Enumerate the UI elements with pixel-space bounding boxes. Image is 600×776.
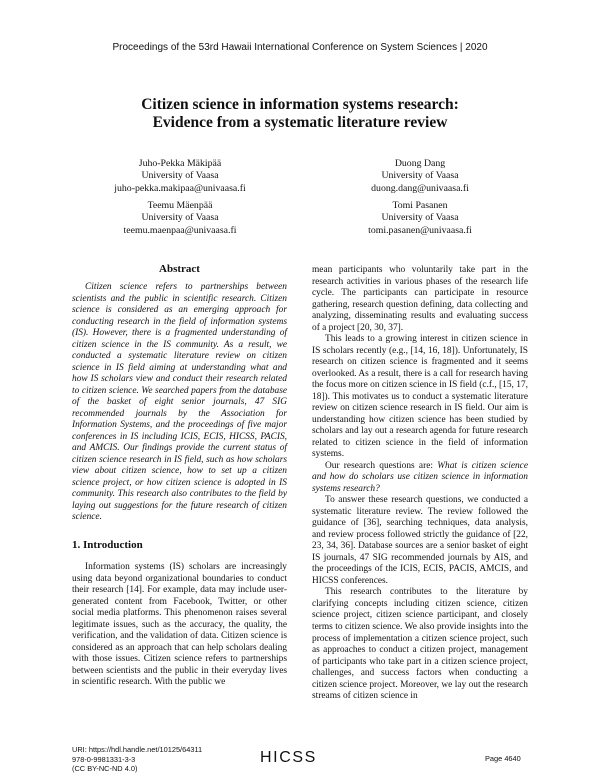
author-affiliation: University of Vaasa [381,212,459,224]
body-paragraph: mean participants who voluntarily take part in the research activities in various phases of the research life cycle. The participants can participate in resource gathering, research question defining, data collecting and analyzing, disseminating results and evaluating success of a project [20, 30, 37]. [312,265,528,333]
footer-license: (CC BY-NC-ND 4.0) [72,764,138,774]
footer-isbn: 978-0-9981331-3-3 [72,754,136,764]
author-name: Juho-Pekka Mäkipää [138,158,222,169]
author-email: tomi.pasanen@univaasa.fi [368,224,472,236]
footer-info [72,745,202,774]
proceedings-header: Proceedings of the 53rd Hawaii International Conference on System Sciences | 2020 [112,42,488,53]
intro-heading: 1. Introduction [72,539,143,551]
paper-title [0,96,600,132]
author-name: Tomi Pasanen [392,200,448,211]
author-block [305,200,535,237]
author-name: Duong Dang [394,158,446,169]
author-name: Teemu Mäenpää [147,200,213,211]
title-line-1: Citizen science in information systems research: [141,96,459,113]
research-questions-text: What is citizen science and how do scholars use citizen science in information systems research? [312,460,528,494]
intro-section [72,562,287,689]
right-column [312,265,528,703]
author-block [65,158,295,195]
author-email: juho-pekka.makipaa@univaasa.fi [114,182,246,194]
author-affiliation: University of Vaasa [141,212,219,224]
page-number: Page 4640 [485,754,521,763]
footer-uri: URI: https://hdl.handle.net/10125/64311 [72,745,203,754]
body-paragraph: This research contributes to the literature by clarifying concepts including citizen science, citizen science project, citizen science participant, and closely terms to citizen science. We also provide insights into the process of implementation a citizen science project, such as approaches to conduct a citizen project, management of participants who take part in a citizen science project, challenges, and success factors when conducting a citizen science project. Moreover, we lay out the research streams of citizen science in [312,587,528,702]
author-email: teemu.maenpaa@univaasa.fi [123,224,237,236]
hicss-logo: HICSS [260,749,317,766]
abstract-heading: Abstract [159,263,200,275]
author-email: duong.dang@univaasa.fi [371,182,469,194]
body-paragraph: To answer these research questions, we conducted a systematic literature review. The review followed the guidance of [36], searching techniques, data analysis, and review process followed strictly the guidance of [22, 23, 34, 36]. Database sources are a senior basket of eight IS journals, 47 SIG recommended journals by AIS, and the proceedings of the ICIS, ECIS, PACIS, AMCIS, and HICSS conferences. [312,495,528,586]
body-paragraph: This leads to a growing interest in citizen science in IS scholars recently (e.g., [14, 16, 18]). Unfortunately, IS research on citizen science is fragmented and it seems overlooked. As a result, there is a call for research having the focus more on citizen science in IS field (c.f., [15, 17, 18]). This motivates us to conduct a systematic literature review on citizen science research in IS field. Our aim is understanding how citizen science has been studied by scholars and lay out a research agenda for future research related to citizen science in the field of information systems. [312,334,528,460]
research-questions-paragraph [312,461,528,496]
intro-paragraph: Information systems (IS) scholars are increasingly using data beyond organizational boundaries to conduct their research [14]. For example, data may include user-generated content from Facebook, Twitter, or other social media platforms. This phenomenon raises several legitimate issues, such as the accuracy, the quality, the verification, and the validation of data. Citizen science is considered as an approach that can help scholars dealing with those issues. Citizen science refers to partnerships between scientists and the public in their everyday lives in scientific research. With the public we [72,562,287,688]
author-affiliation: University of Vaasa [141,170,219,182]
title-line-2: Evidence from a systematic literature review [152,114,448,131]
author-block [65,200,295,237]
research-questions-lead: Our research questions are: [325,460,438,471]
author-affiliation: University of Vaasa [381,170,459,182]
abstract-text: Citizen science refers to partnerships between scientists and the public in scientific research. Citizen science is considered as an emerging approach for conducting research in the field of information systems (IS). However, there is a fragmented understanding of citizen science in the IS community. As a result, we conducted a systematic literature review on citizen science in IS field aiming at understanding what and how IS scholars view and conduct their research related to citizen science. We searched papers from the database of the basket of eight senior journals, 47 SIG recommended journals by the Association for Information Systems, and the proceedings of five major conferences in IS including ICIS, ECIS, HICSS, PACIS, and AMCIS. Our findings provide the current status of citizen science research in IS field, such as how scholars view about citizen science, how to set up a citizen science project, or how citizen science is adopted in IS community. This research also contributes to the field by laying out suggestions for the future research of citizen science. [72,282,287,523]
author-block [305,158,535,195]
abstract-section [72,282,287,524]
